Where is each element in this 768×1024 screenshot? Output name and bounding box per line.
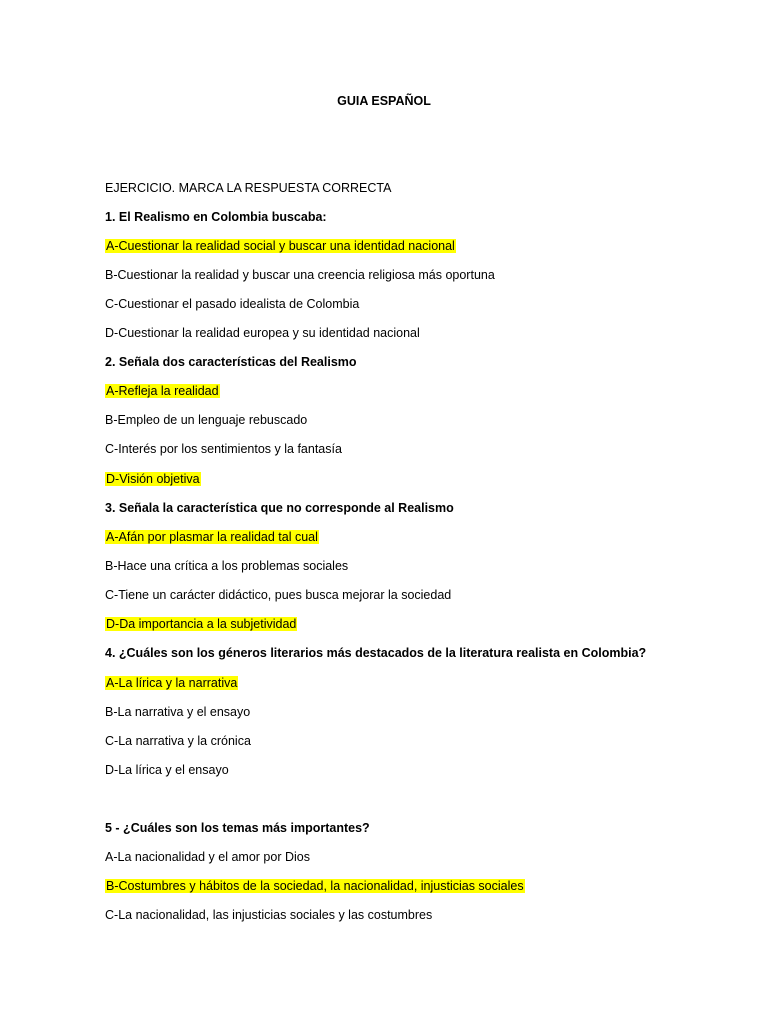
question-1-option-b[interactable]: B-Cuestionar la realidad y buscar una creencia religiosa más oportuna bbox=[105, 268, 495, 282]
question-5-option-b[interactable]: B-Costumbres y hábitos de la sociedad, la nacionalidad, injusticias sociales bbox=[106, 879, 524, 893]
question-3-option-c[interactable]: C-Tiene un carácter didáctico, pues busca mejorar la sociedad bbox=[105, 588, 452, 602]
question-5-option-a[interactable]: A-La nacionalidad y el amor por Dios bbox=[105, 850, 310, 864]
question-2-option-d[interactable]: D-Visión objetiva bbox=[106, 472, 200, 486]
question-3-option-b[interactable]: B-Hace una crítica a los problemas sociales bbox=[105, 559, 349, 573]
question-3: 3. Señala la característica que no corresponde al Realismo bbox=[105, 501, 454, 515]
question-1: 1. El Realismo en Colombia buscaba: bbox=[105, 210, 327, 224]
question-4-option-b[interactable]: B-La narrativa y el ensayo bbox=[105, 705, 251, 719]
question-3-option-d[interactable]: D-Da importancia a la subjetividad bbox=[106, 617, 297, 631]
question-5-option-c[interactable]: C-La nacionalidad, las injusticias sociales y las costumbres bbox=[105, 908, 433, 922]
question-2-option-c[interactable]: C-Interés por los sentimientos y la fantasía bbox=[105, 442, 342, 456]
question-1-option-c[interactable]: C-Cuestionar el pasado idealista de Colombia bbox=[105, 297, 360, 311]
question-1-option-a[interactable]: A-Cuestionar la realidad social y buscar una identidad nacional bbox=[106, 239, 455, 253]
question-2-option-b[interactable]: B-Empleo de un lenguaje rebuscado bbox=[105, 413, 308, 427]
question-4-option-a[interactable]: A-La lírica y la narrativa bbox=[106, 676, 238, 690]
question-2-option-a[interactable]: A-Refleja la realidad bbox=[106, 384, 219, 398]
document-title: GUIA ESPAÑOL bbox=[337, 94, 431, 108]
question-4-option-c[interactable]: C-La narrativa y la crónica bbox=[105, 734, 251, 748]
question-1-option-d[interactable]: D-Cuestionar la realidad europea y su identidad nacional bbox=[105, 326, 420, 340]
question-5: 5 - ¿Cuáles son los temas más importantes? bbox=[105, 821, 370, 835]
question-3-option-a[interactable]: A-Afán por plasmar la realidad tal cual bbox=[106, 530, 318, 544]
question-2: 2. Señala dos características del Realismo bbox=[105, 355, 357, 369]
question-4: 4. ¿Cuáles son los géneros literarios más destacados de la literatura realista en Colombia? bbox=[105, 646, 647, 660]
exercise-instruction: EJERCICIO. MARCA LA RESPUESTA CORRECTA bbox=[105, 181, 392, 195]
question-4-option-d[interactable]: D-La lírica y el ensayo bbox=[105, 763, 229, 777]
